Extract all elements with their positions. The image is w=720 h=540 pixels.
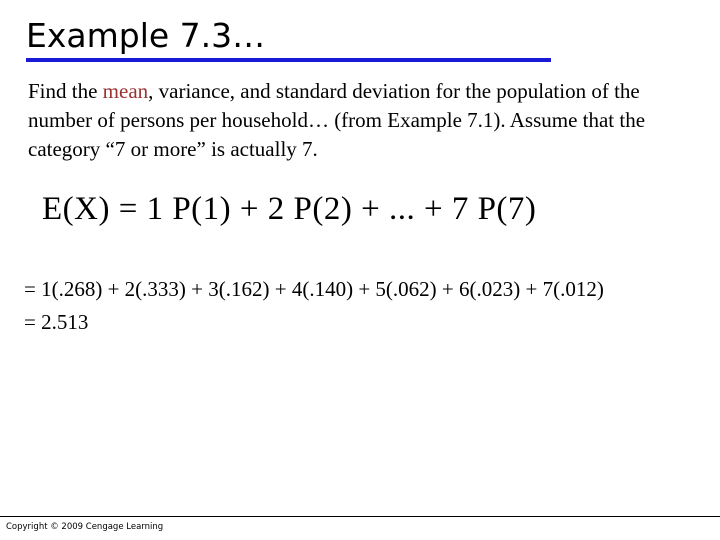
calculation-expansion: = 1(.268) + 2(.333) + 3(.162) + 4(.140) + 5(.062) + 6(.023) + 7(.012): [24, 277, 604, 301]
statement-intro: Find the: [28, 79, 103, 103]
problem-statement: [28, 77, 708, 164]
expected-value-formula: E(X) = 1 P(1) + 2 P(2) + ... + 7 P(7): [42, 191, 537, 227]
slide-title: Example 7.3…: [26, 16, 266, 55]
copyright-notice: Copyright © 2009 Cengage Learning: [6, 522, 164, 532]
statement-rest: , variance, and standard deviation for the population of the number of persons per household… (from Example 7.1). Assume that the category “7 or more” is actually 7.: [28, 79, 646, 161]
calculation-result: = 2.513: [24, 310, 89, 334]
mean-keyword: mean: [102, 79, 149, 103]
footer-divider: [0, 516, 720, 517]
title-underline: [26, 58, 551, 62]
